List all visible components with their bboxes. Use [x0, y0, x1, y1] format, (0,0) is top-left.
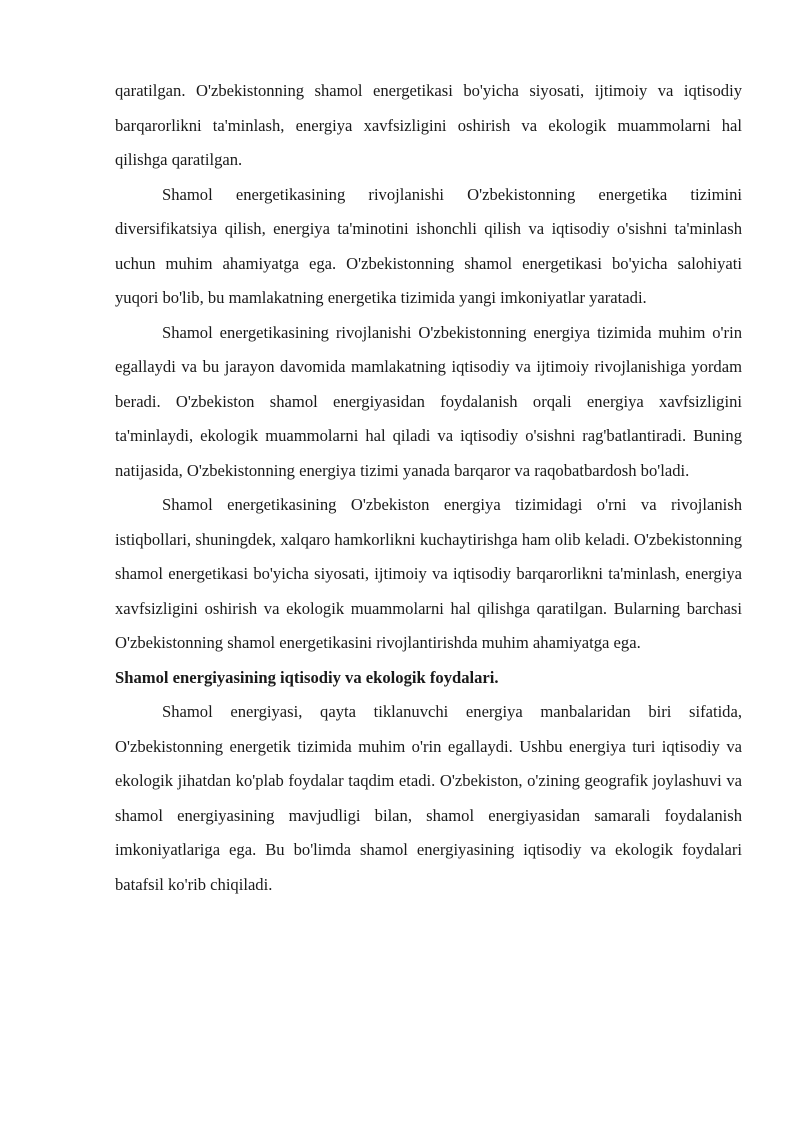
paragraph-4: Shamol energetikasining O'zbekiston energiya tizimidagi o'rni va rivojlanish istiqbollari, shuningdek, xalqaro hamkorlikni kuchaytirishga ham olib keladi. O'zbekistonning shamol energetikasi bo'yicha siyosati, ijtimoiy va iqtisodiy barqarorlikni ta'minlash, energiya xavfsizligini oshirish va ekologik muammolarni hal qilishga qaratilgan. Bularning barchasi O'zbekistonning shamol energetikasini rivojlantirishda muhim ahamiyatga ega.	[115, 495, 742, 652]
document-page	[115, 74, 742, 902]
section-heading: Shamol energiyasining iqtisodiy va ekologik foydalari.	[115, 667, 499, 687]
paragraph-1: qaratilgan. O'zbekistonning shamol energetikasi bo'yicha siyosati, ijtimoiy va iqtisodiy barqarorlikni ta'minlash, energiya xavfsizligini oshirish va ekologik muammolarni hal qilishga qaratilgan.	[115, 81, 742, 169]
paragraph-5: Shamol energiyasi, qayta tiklanuvchi energiya manbalaridan biri sifatida, O'zbekistonning energetik tizimida muhim o'rin egallaydi. Ushbu energiya turi iqtisodiy va ekologik jihatdan ko'plab foydalar taqdim etadi. O'zbekiston, o'zining geografik joylashuvi va shamol energiyasining mavjudligi bilan, shamol energiyasidan samarali foydalanish imkoniyatlariga ega. Bu bo'limda shamol energiyasining iqtisodiy va ekologik foydalari batafsil ko'rib chiqiladi.	[115, 702, 742, 894]
paragraph-2: Shamol energetikasining rivojlanishi O'zbekistonning energetika tizimini diversifikatsiya qilish, energiya ta'minotini ishonchli qilish va iqtisodiy o'sishni ta'minlash uchun muhim ahamiyatga ega. O'zbekistonning shamol energetikasi bo'yicha salohiyati yuqori bo'lib, bu mamlakatning energetika tizimida yangi imkoniyatlar yaratadi.	[115, 184, 742, 307]
paragraph-3: Shamol energetikasining rivojlanishi O'zbekistonning energiya tizimida muhim o'rin egallaydi va bu jarayon davomida mamlakatning iqtisodiy va ijtimoiy rivojlanishiga yordam beradi. O'zbekiston shamol energiyasidan foydalanish orqali energiya xavfsizligini ta'minlaydi, ekologik muammolarni hal qiladi va iqtisodiy o'sishni rag'batlantiradi. Buning natijasida, O'zbekistonning energiya tizimi yanada barqaror va raqobatbardosh bo'ladi.	[115, 322, 742, 480]
